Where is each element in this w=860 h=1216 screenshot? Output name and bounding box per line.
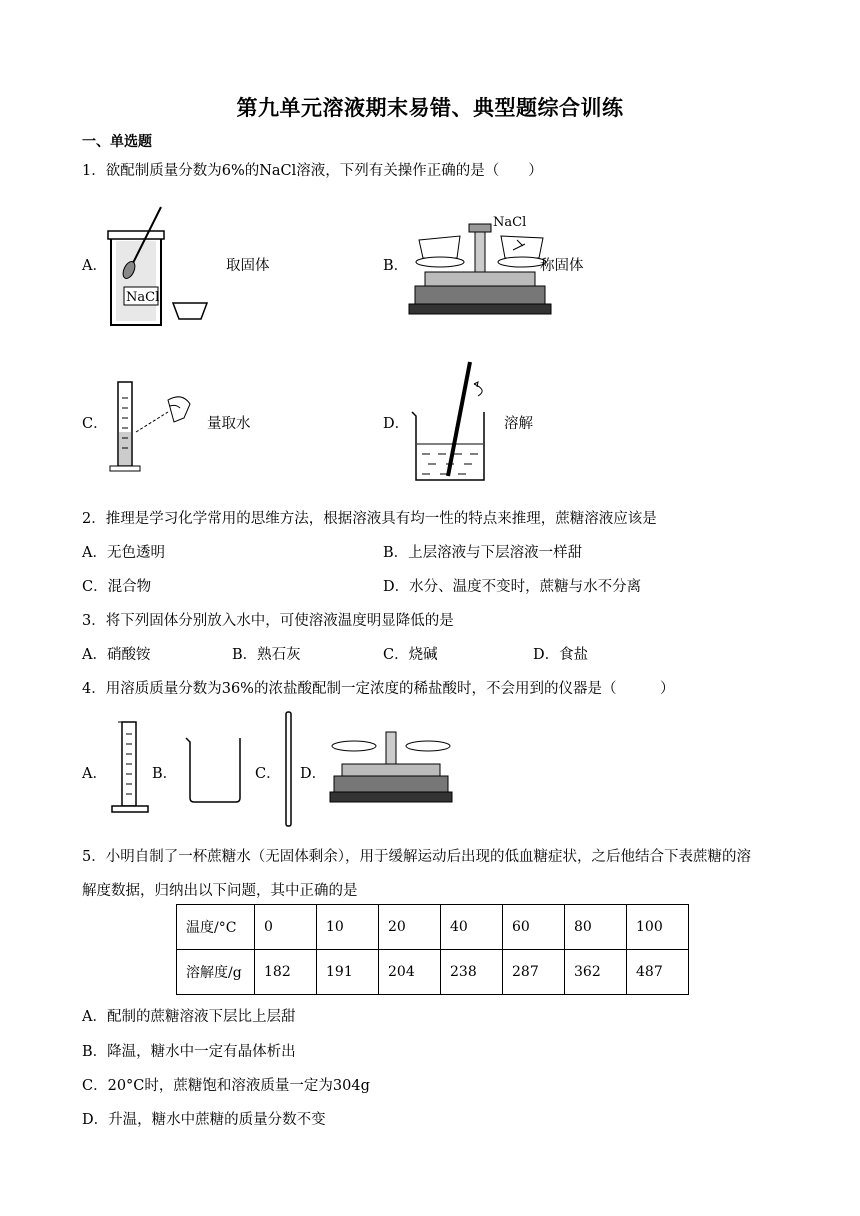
q4-option-c-key: C． (255, 766, 281, 782)
q4-option-b-key: B． (152, 766, 178, 782)
table-cell: 204 (379, 950, 441, 995)
graduated-cylinder-image (110, 720, 152, 816)
table-row-solubility (177, 950, 689, 995)
q4-option-a-key: A． (82, 766, 107, 782)
q5-option-c: C．20°C时，蔗糖饱和溶液质量一定为304g (82, 1078, 370, 1094)
q1-option-b-label: 称固体 (540, 258, 584, 274)
q5-option-b: B．降温，糖水中一定有晶体析出 (82, 1044, 296, 1060)
q5-option-a: A．配制的蔗糖溶液下层比上层甜 (82, 1009, 296, 1025)
q5-option-d: D．升温，糖水中蔗糖的质量分数不变 (82, 1112, 326, 1128)
nacl-weigh-label: NaCl (493, 215, 527, 230)
table-row-temperature (177, 905, 689, 950)
sucrose-solubility-table (176, 904, 689, 995)
question-1-stem: 1．欲配制质量分数为6%的NaCl溶液，下列有关操作正确的是（ ） (82, 163, 543, 179)
table-cell: 60 (503, 905, 565, 950)
q1-option-a-key: A． (82, 258, 107, 274)
table-cell: 238 (441, 950, 503, 995)
glass-rod-image (284, 710, 294, 828)
measure-water-cylinder-image (108, 378, 198, 474)
q2-option-b: B．上层溶液与下层溶液一样甜 (383, 545, 583, 561)
table-cell: 362 (565, 950, 627, 995)
q3-option-c: C．烧碱 (383, 647, 438, 663)
q2-option-a: A．无色透明 (82, 545, 165, 561)
q3-option-a: A．硝酸铵 (82, 647, 151, 663)
table-cell: 20 (379, 905, 441, 950)
table-cell: 80 (565, 905, 627, 950)
table-cell: 溶解度/g (177, 950, 255, 995)
q3-option-b: B．熟石灰 (232, 647, 301, 663)
table-cell: 287 (503, 950, 565, 995)
beaker-image (184, 736, 244, 804)
q2-option-c: C．混合物 (82, 579, 152, 595)
table-cell: 温度/°C (177, 905, 255, 950)
dissolve-beaker-image (408, 360, 498, 482)
nacl-bottle-label: NaCl (126, 290, 160, 305)
weigh-solid-balance-image (405, 210, 555, 322)
q3-option-d: D．食盐 (533, 647, 589, 663)
question-3-stem: 3．将下列固体分别放入水中，可使溶液温度明显降低的是 (82, 613, 454, 629)
question-5-stem-line-2: 解度数据，归纳出以下问题，其中正确的是 (82, 883, 358, 899)
q1-option-b-key: B． (383, 258, 409, 274)
table-cell: 100 (627, 905, 689, 950)
page-title: 第九单元溶液期末易错、典型题综合训练 (236, 95, 624, 120)
question-5-stem-line-1: 5．小明自制了一杯蔗糖水（无固体剩余），用于缓解运动后出现的低血糖症状，之后他结合下表蔗糖的溶 (82, 849, 751, 865)
q4-option-d-key: D． (300, 766, 327, 782)
platform-balance-image (328, 728, 454, 812)
q1-option-a-label: 取固体 (226, 258, 270, 274)
table-cell: 0 (255, 905, 317, 950)
table-cell: 487 (627, 950, 689, 995)
take-solid-reagent-image (105, 205, 210, 327)
question-2-stem: 2．推理是学习化学常用的思维方法，根据溶液具有均一性的特点来推理，蔗糖溶液应该是 (82, 511, 657, 527)
table-cell: 182 (255, 950, 317, 995)
q1-option-d-label: 溶解 (504, 416, 533, 432)
table-cell: 10 (317, 905, 379, 950)
q1-option-c-label: 量取水 (207, 416, 251, 432)
section-heading: 一、单选题 (82, 134, 152, 150)
table-cell: 40 (441, 905, 503, 950)
question-4-stem: 4．用溶质质量分数为36%的浓盐酸配制一定浓度的稀盐酸时，不会用到的仪器是（ ） (82, 681, 675, 697)
table-cell: 191 (317, 950, 379, 995)
q1-option-c-key: C． (82, 416, 108, 432)
q1-option-d-key: D． (383, 416, 410, 432)
q2-option-d: D．水分、温度不变时，蔗糖与水不分离 (383, 579, 642, 595)
